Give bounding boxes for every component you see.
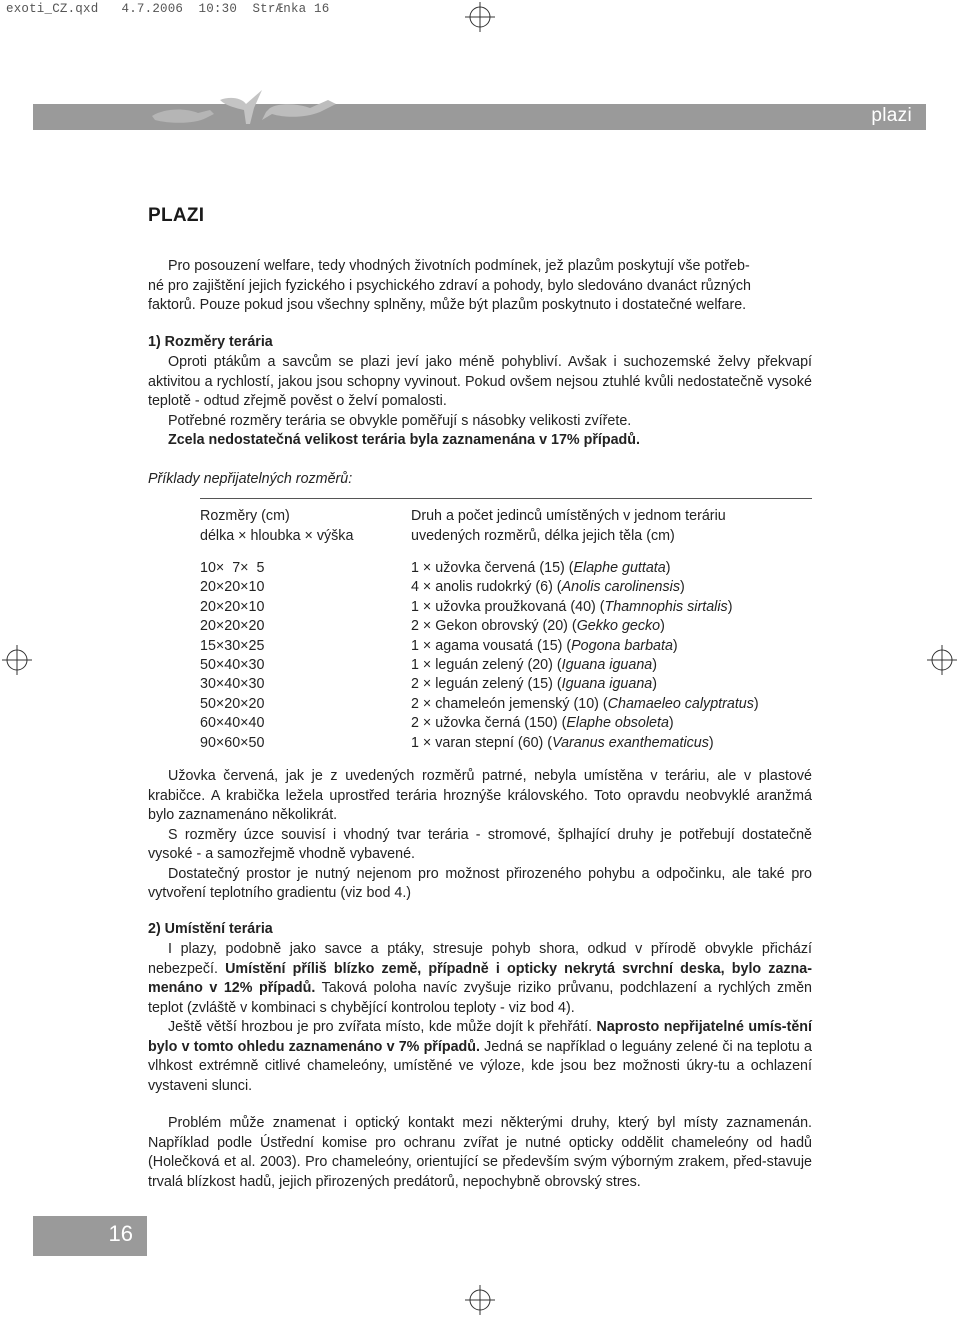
latin-name: Iguana iguana	[561, 676, 653, 693]
table-top-rule	[200, 498, 812, 499]
section-1-text: Oproti ptákům a savcům se plazi jeví jako méně pohybliví. Avšak i suchozemské želvy překvapí aktivitou a rychlostí, jakou jsou schopny vyvinout. Pokud ovšem nejsou ztuhlé kvůli nedostatečně vysoké teplotě - odtud zřejmě pověst o želví pomalosti.	[148, 354, 812, 409]
table-row	[200, 598, 812, 617]
table-row	[200, 617, 812, 636]
section-title: plazi	[871, 105, 912, 126]
cell-dimensions: 20×20×10	[200, 598, 265, 615]
body-text: Ještě větší hrozbou je pro zvířata místo, kde může dojít k přehřátí.	[168, 1019, 597, 1035]
table-row	[200, 734, 812, 753]
closing-paragraph	[148, 1114, 812, 1192]
examples-label: Příklady nepřijatelných rozměrů:	[148, 471, 353, 487]
table-row	[200, 559, 812, 578]
after-table-paragraph	[148, 767, 812, 904]
section-2-finding: Umístění příliš blízko země, případně i opticky nekrytá svrchní deska, bylo zazna-menáno v 12% případů.	[148, 960, 812, 996]
latin-name: Varanus exanthematicus	[552, 734, 709, 751]
section-1-text: Potřebné rozměry terária se obvykle poměřují s násobky velikosti zvířete.	[168, 412, 632, 429]
cell-dimensions: 50×40×30	[200, 656, 265, 673]
species-text-end: )	[665, 560, 671, 576]
table-header	[200, 507, 812, 559]
cell-species	[411, 714, 674, 733]
cell-species	[411, 578, 685, 597]
page-heading: PLAZI	[148, 205, 205, 226]
species-text-end: )	[668, 715, 674, 732]
table-row	[200, 656, 812, 675]
species-text: 2 × užovka černá (150) (	[411, 715, 567, 732]
species-text: 1 × varan stepní (60) (	[411, 734, 553, 751]
registration-mark-icon	[465, 2, 495, 32]
cell-species	[411, 598, 732, 617]
species-text: 1 × užovka proužkovaná (40) (	[411, 598, 605, 615]
species-text-end: )	[652, 676, 658, 693]
species-text-end: )	[679, 579, 685, 596]
section-1-title: 1) Rozměry terária	[148, 334, 273, 350]
header-text: délka × hloubka × výška	[200, 527, 354, 544]
animal-silhouettes-icon	[150, 86, 340, 136]
table-row	[200, 714, 812, 733]
registration-mark-icon	[2, 645, 32, 675]
species-text: 2 × chameleón jemenský (10) (	[411, 695, 608, 712]
body-text: S rozměry úzce souvisí i vhodný tvar terária - stromové, šplhající druhy je potřebují dostatečně vysoké - a samozřejmě vhodně vybavené.	[148, 826, 812, 862]
page-number: 16	[108, 1221, 133, 1246]
species-text-end: )	[708, 734, 714, 751]
cell-species	[411, 559, 671, 578]
body-text: Užovka červená, jak je z uvedených rozměrů patrné, nebyla umístěna v teráriu, ale v plastové krabičce. A krabička ležela uprostřed terária hroznýše královského. Toto opravdu neobvyklé aranžmá bylo zaznamenáno několikrát.	[148, 768, 812, 823]
cell-species	[411, 695, 759, 714]
table-header-dimensions	[200, 507, 400, 546]
body-text: Jedná se například o leguány zelené či na teplotu a vlhkost extrémně citlivé chameleóny, umístěné ve výloze, kde jsou bez možnosti úkry-tu a ochlazení vystaveni slunci.	[148, 1038, 812, 1094]
body-text: Taková poloha navíc zvyšuje riziko průvanu, podchlazení a rychlých změn teplot (zvláště v kombinaci s chybějící kontrolou teploty - viz bod 4).	[148, 980, 812, 1016]
table-row	[200, 578, 812, 597]
species-text-end: )	[753, 695, 759, 712]
cell-dimensions: 15×30×25	[200, 637, 265, 654]
latin-name: Thamnophis sirtalis	[604, 598, 728, 615]
cell-dimensions: 10× 7× 5	[200, 560, 265, 576]
latin-name: Anolis carolinensis	[561, 579, 680, 596]
table-row	[200, 695, 812, 714]
cell-dimensions: 90×60×50	[200, 734, 265, 751]
species-text-end: )	[652, 656, 658, 673]
table-row	[200, 637, 812, 656]
latin-name: Iguana iguana	[561, 656, 653, 673]
header-text: Rozměry (cm)	[200, 508, 290, 524]
species-text: 1 × leguán zelený (20) (	[411, 656, 562, 673]
species-text-end: )	[672, 637, 678, 654]
table-body	[200, 559, 812, 753]
cell-dimensions: 20×20×20	[200, 618, 265, 635]
section-2-paragraph	[148, 940, 812, 1096]
latin-name: Elaphe obsoleta	[566, 715, 669, 732]
latin-name: Gekko gecko	[576, 618, 661, 635]
species-text-end: )	[727, 598, 733, 615]
latin-name: Pogona barbata	[571, 637, 673, 654]
cell-species	[411, 734, 714, 753]
header-text: uvedených rozměrů, délka jejich těla (cm)	[411, 527, 675, 544]
species-text: 1 × užovka červená (15) (	[411, 560, 574, 576]
cell-species	[411, 617, 665, 636]
dimensions-table	[200, 498, 812, 753]
latin-name: Elaphe guttata	[573, 560, 666, 576]
cell-dimensions: 60×40×40	[200, 715, 265, 732]
section-1-finding: Zcela nedostatečná velikost terária byla zaznamenána v 17% případů.	[168, 432, 640, 448]
page-number-box	[33, 1216, 147, 1256]
cell-species	[411, 656, 657, 675]
body-text: Problém může znamenat i optický kontakt mezi některými druhy, který byl místy zaznamenán. Například podle Ústřední komise pro ochranu zvířat je nutné opticky oddělit chameleóny od hadů (Holečková et al. 2003). Pro chameleóny, orientující se především svým výborným zrakem, před-stavuje trvalá blízkost hadů, jejich přirozených predátorů, nepochybně obrovský stres.	[148, 1115, 812, 1190]
cell-dimensions: 50×20×20	[200, 695, 265, 712]
body-text: I plazy, podobně jako savce a ptáky, stresuje pohyb shora, odkud v přírodě obvykle přichází nebezpečí.	[148, 941, 812, 977]
latin-name: Chamaeleo calyptratus	[607, 695, 754, 712]
species-text: 2 × Gekon obrovský (20) (	[411, 618, 577, 635]
intro-paragraph	[148, 257, 812, 316]
species-text: 1 × agama vousatá (15) (	[411, 637, 572, 654]
cell-dimensions: 20×20×10	[200, 579, 265, 596]
print-slug-line: exoti_CZ.qxd 4.7.2006 10:30 StrÆnka 16	[6, 2, 330, 16]
intro-line: faktorů. Pouze pokud jsou všechny splněny, může být plazům poskytnuto i dostatečné welfare.	[148, 297, 747, 313]
cell-species	[411, 675, 657, 694]
section-2-finding: Naprosto nepřijatelné umís-tění bylo v tomto ohledu zaznamenáno v 7% případů.	[148, 1019, 812, 1055]
intro-line: né pro zajištění jejich fyzického i psychického zdraví a pohody, bylo sledováno dvanáct různých	[148, 277, 751, 294]
species-text-end: )	[660, 618, 665, 635]
species-text: 4 × anolis rudokrký (6) (	[411, 579, 562, 596]
table-header-species	[411, 507, 811, 546]
registration-mark-icon	[927, 645, 957, 675]
intro-line: Pro posouzení welfare, tedy vhodných životních podmínek, jež plazům poskytují vše potřeb-	[168, 258, 750, 274]
table-row	[200, 675, 812, 694]
section-1-paragraph	[148, 353, 812, 451]
section-2-title: 2) Umístění terária	[148, 921, 273, 937]
cell-species	[411, 637, 678, 656]
header-text: Druh a počet jedinců umístěných v jednom teráriu	[411, 508, 726, 524]
registration-mark-icon	[465, 1285, 495, 1315]
species-text: 2 × leguán zelený (15) (	[411, 676, 562, 693]
body-text: Dostatečný prostor je nutný nejenom pro možnost přirozeného pohybu a odpočinku, ale také pro vytvoření teplotního gradientu (viz bod 4.)	[148, 865, 812, 901]
cell-dimensions: 30×40×30	[200, 676, 265, 693]
